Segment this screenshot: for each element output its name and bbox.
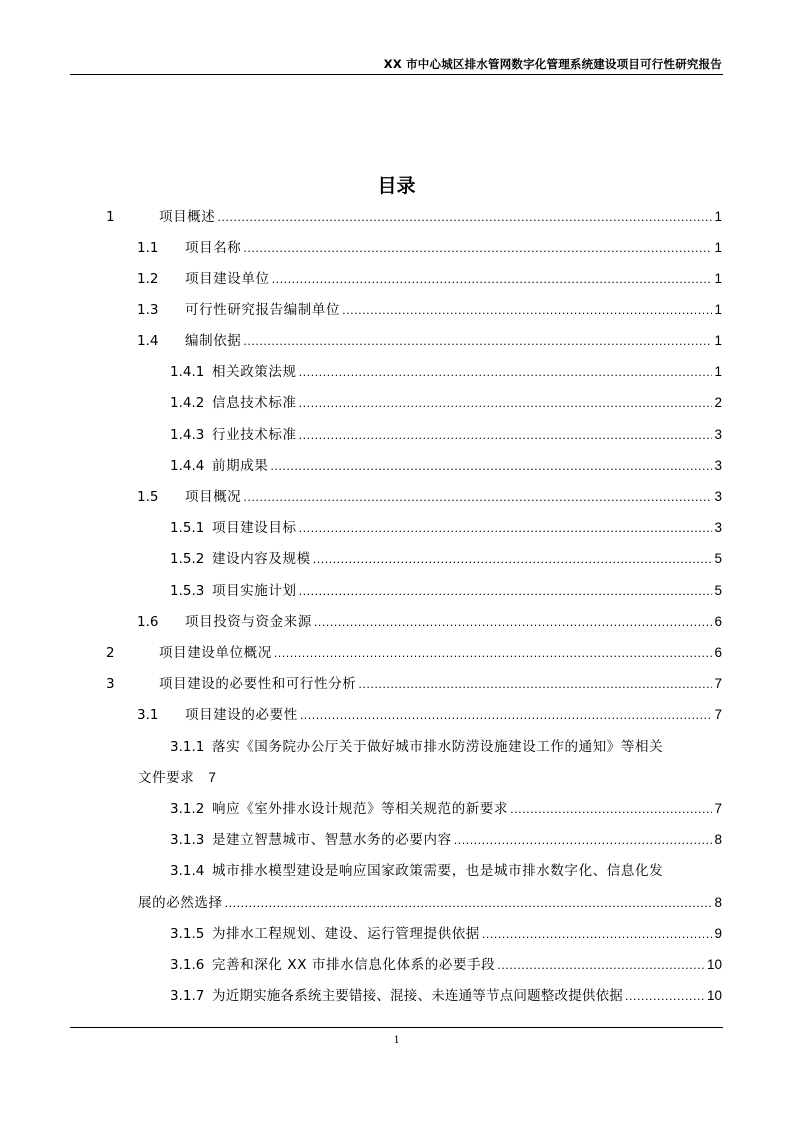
- toc-page: 1: [714, 271, 722, 286]
- dot-leader: [342, 301, 712, 321]
- toc-page: 6: [714, 645, 722, 660]
- footer-rule: [70, 1027, 723, 1028]
- toc-text: 项目概况: [185, 489, 242, 505]
- toc-page: 1: [714, 209, 722, 224]
- toc-entry-1-4-4[interactable]: [170, 456, 722, 476]
- toc-text-continued: 展的必然选择: [138, 895, 223, 911]
- toc-number: 3.1.2: [170, 801, 205, 817]
- dot-leader: [225, 894, 713, 914]
- toc-entry-1-4[interactable]: [137, 331, 722, 351]
- dot-leader: [274, 644, 713, 664]
- dot-leader: [358, 675, 712, 695]
- toc-entry-3-1-1[interactable]: [170, 737, 663, 757]
- toc-text-continued: 文件要求: [138, 770, 195, 786]
- toc-text: 为近期实施各系统主要错接、混接、未连通等节点问题整改提供依据: [212, 988, 623, 1004]
- toc-entry-3-1-1-cont[interactable]: [138, 768, 216, 788]
- toc-text: 项目建设的必要性和可行性分析: [159, 676, 357, 692]
- toc-number: 1.2: [137, 271, 159, 287]
- toc-number: 1.4.2: [170, 395, 205, 411]
- toc-entry-1-3[interactable]: [137, 300, 722, 320]
- toc-number: 1.6: [137, 614, 159, 630]
- toc-page: 8: [714, 895, 722, 910]
- toc-number: 1.5.1: [170, 520, 205, 536]
- toc-text: 项目建设的必要性: [185, 707, 298, 723]
- toc-entry-1-1[interactable]: [137, 238, 722, 258]
- dot-leader: [272, 270, 713, 290]
- toc-page: 9: [714, 926, 722, 941]
- toc-entry-1-4-1[interactable]: [170, 362, 722, 382]
- toc-number: 1: [106, 209, 115, 225]
- toc-entry-1[interactable]: [106, 207, 722, 227]
- toc-entry-3-1-6[interactable]: [170, 955, 722, 975]
- toc-number: 1.3: [137, 302, 159, 318]
- toc-page: 8: [714, 832, 722, 847]
- toc-page: 1: [714, 364, 722, 379]
- toc-text: 项目建设目标: [212, 520, 297, 536]
- toc-text: 相关政策法规: [212, 364, 297, 380]
- dot-leader: [497, 956, 705, 976]
- dot-leader: [299, 394, 713, 414]
- toc-entry-3[interactable]: [106, 674, 722, 694]
- toc-number: 1.4: [137, 333, 159, 349]
- toc-entry-1-4-2[interactable]: [170, 393, 722, 413]
- toc-page: 3: [714, 489, 722, 504]
- dot-leader: [243, 239, 712, 259]
- toc-page: 3: [714, 427, 722, 442]
- toc-text: 前期成果: [212, 458, 269, 474]
- running-header: XX 市中心城区排水管网数字化管理系统建设项目可行性研究报告: [383, 57, 722, 71]
- dot-leader: [299, 582, 713, 602]
- toc-entry-3-1-7[interactable]: [170, 986, 722, 1006]
- dot-leader: [314, 613, 713, 633]
- toc-entry-1-5-1[interactable]: [170, 518, 722, 538]
- toc-text: 建设内容及规模: [212, 551, 311, 567]
- toc-entry-3-1[interactable]: [137, 705, 722, 725]
- dot-leader: [300, 706, 713, 726]
- toc-text: 行业技术标准: [212, 427, 297, 443]
- toc-entry-1-5-3[interactable]: [170, 581, 722, 601]
- toc-text: 为排水工程规划、建设、运行管理提供依据: [212, 926, 480, 942]
- toc-text: 项目名称: [185, 240, 242, 256]
- toc-number: 3: [106, 676, 115, 692]
- toc-text: 响应《室外排水设计规范》等相关规范的新要求: [212, 801, 509, 817]
- toc-text: 落实《国务院办公厅关于做好城市排水防涝设施建设工作的通知》等相关: [212, 739, 664, 755]
- toc-text: 信息技术标准: [212, 395, 297, 411]
- dot-leader: [625, 987, 705, 1007]
- toc-page: 7: [714, 707, 722, 722]
- toc-text: 项目投资与资金来源: [185, 614, 312, 630]
- toc-number: 1.4.4: [170, 458, 205, 474]
- toc-number: 3.1.5: [170, 926, 205, 942]
- page-number: 1: [393, 1034, 400, 1046]
- toc-page: 6: [714, 614, 722, 629]
- toc-page: 3: [714, 458, 722, 473]
- dot-leader: [243, 488, 712, 508]
- toc-number: 1.1: [137, 240, 159, 256]
- toc-number: 3.1.7: [170, 988, 205, 1004]
- toc-text: 项目建设单位概况: [159, 645, 272, 661]
- toc-number: 3.1: [137, 707, 159, 723]
- toc-number: 3.1.1: [170, 739, 205, 755]
- toc-text: 编制依据: [185, 333, 242, 349]
- dot-leader: [313, 550, 713, 570]
- dot-leader: [299, 363, 713, 383]
- toc-title: 目录: [377, 175, 416, 197]
- toc-page: 7: [208, 770, 216, 785]
- toc-page: 1: [714, 333, 722, 348]
- toc-entry-2[interactable]: [106, 643, 722, 663]
- toc-number: 3.1.4: [170, 863, 205, 879]
- toc-number: 1.5.3: [170, 583, 205, 599]
- toc-entry-3-1-2[interactable]: [170, 799, 722, 819]
- toc-entry-3-1-5[interactable]: [170, 924, 722, 944]
- dot-leader: [299, 426, 713, 446]
- toc-number: 1.4.1: [170, 364, 205, 380]
- toc-text: 是建立智慧城市、智慧水务的必要内容: [212, 832, 452, 848]
- toc-number: 1.5: [137, 489, 159, 505]
- toc-text: 城市排水模型建设是响应国家政策需要，也是城市排水数字化、信息化发: [212, 863, 664, 879]
- toc-entry-1-5-2[interactable]: [170, 549, 722, 569]
- toc-text: 可行性研究报告编制单位: [185, 302, 341, 318]
- toc-page: 7: [714, 676, 722, 691]
- toc-entry-3-1-4-cont[interactable]: [138, 893, 722, 913]
- toc-text: 项目实施计划: [212, 583, 297, 599]
- toc-page: 10: [706, 988, 722, 1003]
- dot-leader: [243, 332, 712, 352]
- toc-number: 1.4.3: [170, 427, 205, 443]
- dot-leader: [217, 208, 712, 228]
- dot-leader: [454, 831, 713, 851]
- dot-leader: [299, 519, 713, 539]
- toc-page: 3: [714, 520, 722, 535]
- toc-page: 5: [714, 583, 722, 598]
- toc-entry-3-1-4[interactable]: [170, 861, 663, 881]
- toc-entry-1-5[interactable]: [137, 487, 722, 507]
- toc-number: 3.1.6: [170, 957, 205, 973]
- toc-text: 项目概述: [159, 209, 216, 225]
- toc-number: 3.1.3: [170, 832, 205, 848]
- toc-page: 10: [706, 957, 722, 972]
- toc-page: 5: [714, 551, 722, 566]
- toc-page: 7: [714, 801, 722, 816]
- dot-leader: [270, 457, 712, 477]
- toc-page: 1: [714, 240, 722, 255]
- toc-entry-3-1-3[interactable]: [170, 830, 722, 850]
- toc-page: 2: [714, 395, 722, 410]
- toc-entry-1-2[interactable]: [137, 269, 722, 289]
- dot-leader: [510, 800, 712, 820]
- toc-entry-1-4-3[interactable]: [170, 425, 722, 445]
- toc-text: 完善和深化 XX 市排水信息化体系的必要手段: [212, 957, 496, 973]
- toc-number: 2: [106, 645, 115, 661]
- toc-number: 1.5.2: [170, 551, 205, 567]
- toc-entry-1-6[interactable]: [137, 612, 722, 632]
- toc-text: 项目建设单位: [185, 271, 270, 287]
- dot-leader: [482, 925, 713, 945]
- toc-page: 1: [714, 302, 722, 317]
